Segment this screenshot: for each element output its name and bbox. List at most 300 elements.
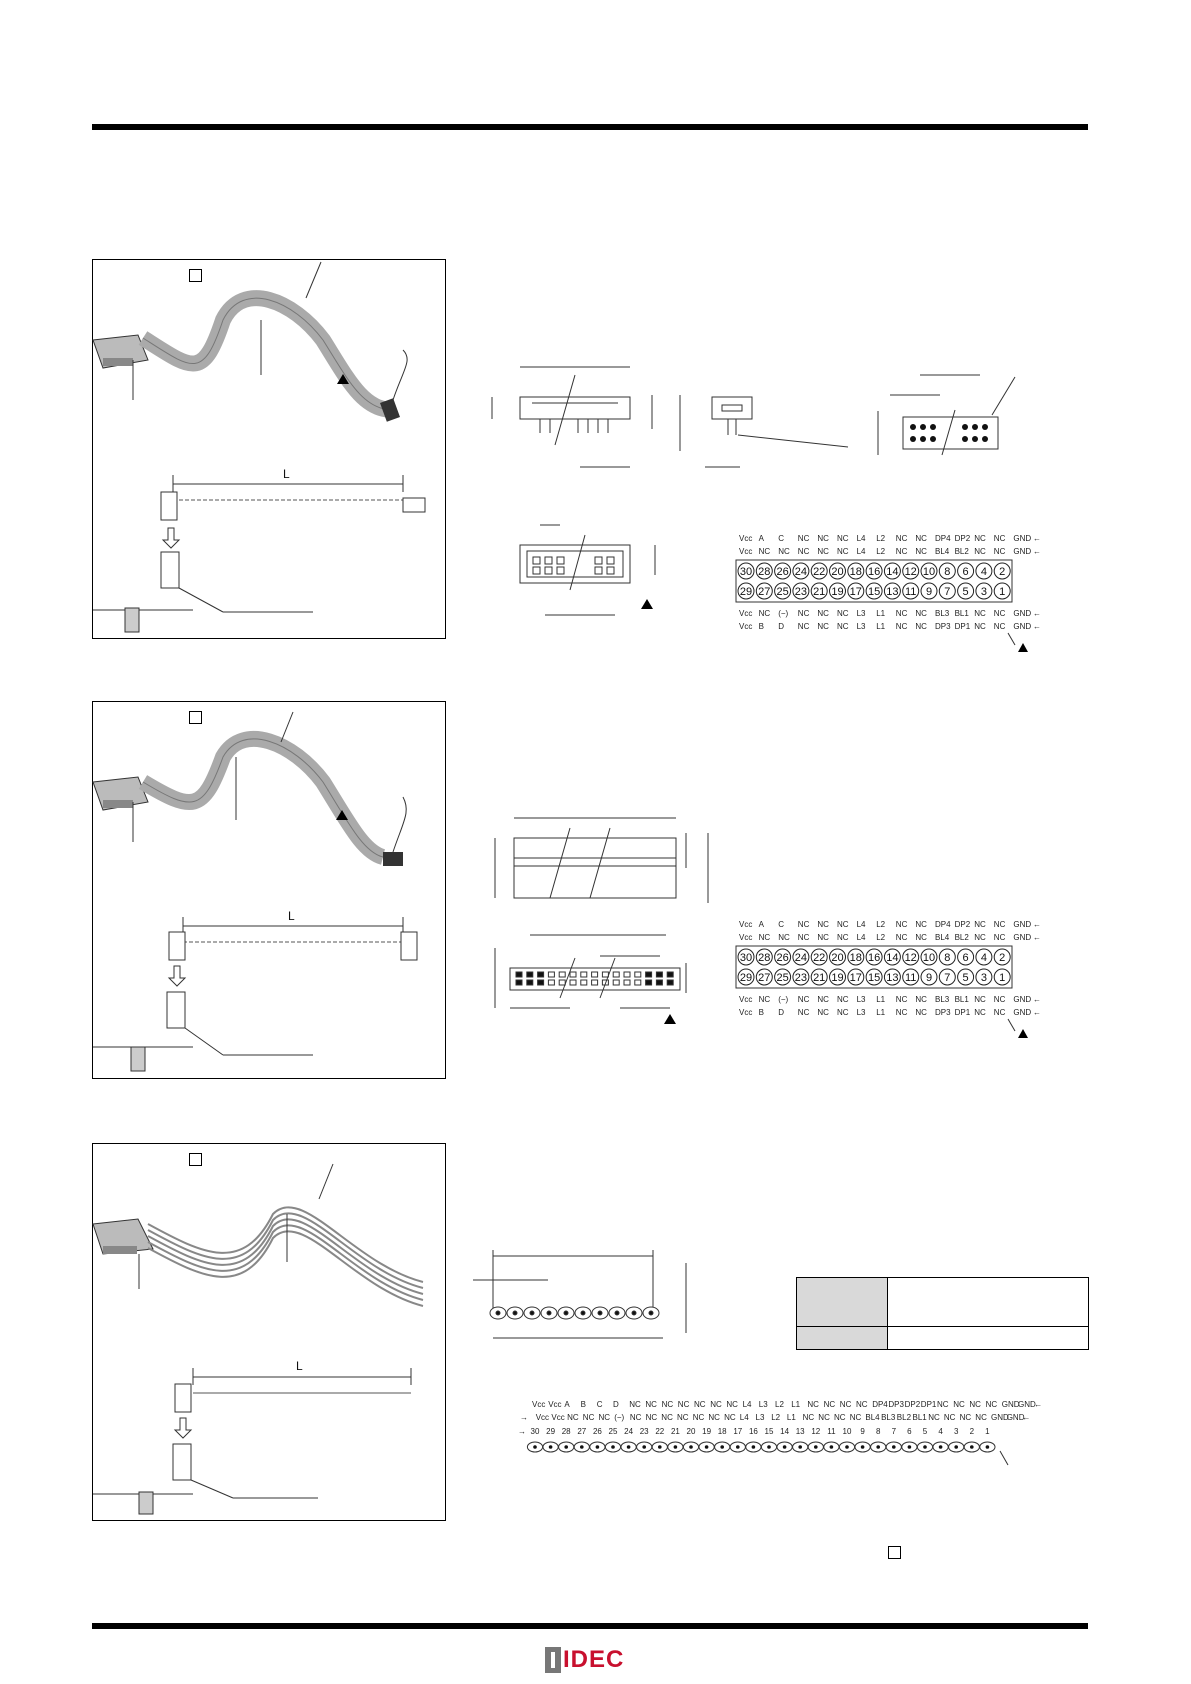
pin-signal-label: ← bbox=[1034, 1400, 1043, 1409]
pin-signal-label: NC bbox=[993, 609, 1006, 618]
flat-pin-number: 28 bbox=[561, 1427, 571, 1436]
pin-number: 14 bbox=[886, 952, 899, 964]
pin-signal-label: L3 bbox=[755, 1413, 765, 1422]
flat-pin-number: 24 bbox=[624, 1427, 634, 1436]
pin-signal-label: NC bbox=[694, 1400, 706, 1409]
pin-signal-label: ← bbox=[1033, 920, 1041, 929]
pin-signal-label: GND bbox=[1013, 622, 1032, 631]
flat-pin-number: 22 bbox=[655, 1427, 665, 1436]
pin-signal-label: GND bbox=[1006, 1413, 1025, 1422]
pin-signal-label: NC bbox=[817, 534, 829, 543]
pin-signal-label: NC bbox=[928, 1413, 940, 1422]
pin-number: 8 bbox=[944, 952, 951, 964]
pin-signal-label: NC bbox=[629, 1400, 641, 1409]
pin-number: 27 bbox=[758, 972, 771, 984]
pin-signal-label: NC bbox=[993, 933, 1006, 942]
pin-signal-label: NC bbox=[974, 1008, 986, 1017]
pin-number: 20 bbox=[831, 566, 844, 578]
pin-signal-label: NC bbox=[837, 622, 849, 631]
pin-signal-label: NC bbox=[974, 622, 986, 631]
pin-signal-label: NC bbox=[837, 534, 849, 543]
pin-signal-label: L2 bbox=[876, 920, 886, 929]
pin-signal-label: BL1 bbox=[912, 1413, 927, 1422]
pin-signal-label: C bbox=[596, 1400, 603, 1409]
pin-number: 23 bbox=[794, 972, 808, 984]
pin-number: 1 bbox=[999, 586, 1006, 598]
pin-signal-label: NC bbox=[817, 622, 829, 631]
flat-pin-number: 20 bbox=[686, 1427, 696, 1436]
pin-number: 15 bbox=[867, 586, 881, 598]
checkbox-square-2 bbox=[189, 711, 202, 724]
pin-signal-label: NC bbox=[974, 547, 986, 556]
pin-signal-label: NC bbox=[710, 1400, 722, 1409]
pin-number: 22 bbox=[813, 952, 826, 964]
pin-signal-label: NC bbox=[778, 547, 790, 556]
pin-number: 7 bbox=[944, 972, 951, 984]
pin-signal-label: D bbox=[778, 1008, 784, 1017]
flat-pin-number: 14 bbox=[780, 1427, 790, 1436]
flat-pin-number: 15 bbox=[764, 1427, 774, 1436]
pin-number: 15 bbox=[867, 972, 881, 984]
pin-signal-label: NC bbox=[807, 1400, 819, 1409]
pin-signal-label: ← bbox=[1033, 622, 1041, 631]
pin-signal-label: NC bbox=[661, 1400, 674, 1409]
flat-cable-dimension-drawing bbox=[468, 1248, 708, 1358]
pin-signal-label: DP3 bbox=[935, 1008, 951, 1017]
flat-pin-number: 11 bbox=[827, 1427, 836, 1436]
pin-number: 19 bbox=[831, 972, 844, 984]
pin-signal-label: NC bbox=[797, 1008, 810, 1017]
pin-number: 24 bbox=[794, 566, 808, 578]
connector-top-view-1 bbox=[515, 515, 675, 635]
cable-illustration-panel-1 bbox=[92, 259, 446, 639]
pin-signal-label: D bbox=[613, 1400, 619, 1409]
pin-number: 26 bbox=[776, 566, 789, 578]
pin-signal-label: L2 bbox=[876, 547, 886, 556]
pin-signal-label: NC bbox=[915, 920, 927, 929]
triangle-marker-icon bbox=[1018, 1029, 1028, 1038]
flat-pin-number: 3 bbox=[953, 1427, 959, 1436]
pin-signal-label: ← bbox=[1033, 1008, 1041, 1017]
length-label: L bbox=[288, 909, 295, 923]
connector-dimension-drawing-1 bbox=[480, 355, 1080, 475]
pin-signal-label: NC bbox=[974, 534, 986, 543]
cable-illustration-panel-3 bbox=[92, 1143, 446, 1521]
pin-signal-label: NC bbox=[974, 609, 986, 618]
pin-signal-label: GND bbox=[1018, 1400, 1036, 1409]
pin-number: 24 bbox=[794, 952, 808, 964]
pin-signal-label: NC bbox=[582, 1413, 595, 1422]
pin-signal-label: BL2 bbox=[954, 547, 969, 556]
pin-signal-label: B bbox=[580, 1400, 586, 1409]
pin-signal-label: GND bbox=[1013, 534, 1032, 543]
pin-signal-label: NC bbox=[837, 609, 849, 618]
pin-signal-label: NC bbox=[797, 622, 810, 631]
pin-signal-label: NC bbox=[598, 1413, 611, 1422]
pin-number: 9 bbox=[925, 972, 933, 984]
pin-signal-label: NC bbox=[915, 622, 927, 631]
pin-number: 18 bbox=[849, 952, 862, 964]
pin-signal-label: NC bbox=[661, 1413, 673, 1422]
pin-signal-label: NC bbox=[993, 920, 1006, 929]
pin-signal-label: GND bbox=[1013, 920, 1032, 929]
note-square bbox=[888, 1546, 901, 1559]
pin-signal-label: NC bbox=[817, 995, 829, 1004]
pin-signal-label: ← bbox=[1033, 995, 1041, 1004]
pin-signal-label: L3 bbox=[856, 609, 866, 618]
pin-signal-label: NC bbox=[975, 1413, 987, 1422]
pin-signal-label: ← bbox=[1033, 547, 1041, 556]
pin-signal-label: NC bbox=[677, 1413, 689, 1422]
pin-signal-label: DP3 bbox=[935, 622, 951, 631]
pin-signal-label: NC bbox=[834, 1413, 846, 1422]
flat-pin-number: 16 bbox=[748, 1427, 758, 1436]
checkbox-square-1 bbox=[189, 269, 202, 282]
flat-pin-number: 9 bbox=[860, 1427, 865, 1436]
pin-signal-label: BL2 bbox=[896, 1413, 912, 1422]
pin-signal-label: NC bbox=[837, 933, 849, 942]
bottom-rule bbox=[92, 1623, 1088, 1629]
idec-logo bbox=[545, 1647, 624, 1673]
pin-signal-label: NC bbox=[797, 547, 810, 556]
pin-signal-label: BL3 bbox=[935, 995, 950, 1004]
pin-signal-label: L4 bbox=[856, 933, 866, 942]
pin-signal-label: NC bbox=[778, 933, 790, 942]
flat-pin-number: 26 bbox=[592, 1427, 602, 1436]
flat-cable-pinout bbox=[518, 1395, 1043, 1485]
pin-signal-label: NC bbox=[797, 609, 810, 618]
pin-signal-label: NC bbox=[645, 1400, 657, 1409]
pin-signal-label: GND bbox=[1013, 609, 1032, 618]
triangle-marker-icon bbox=[664, 1014, 676, 1024]
pin-number: 25 bbox=[776, 972, 789, 984]
pin-signal-label: C bbox=[778, 920, 784, 929]
pin-number: 21 bbox=[813, 972, 826, 984]
pin-signal-label: A bbox=[564, 1400, 570, 1409]
pin-signal-label: A bbox=[758, 920, 764, 929]
triangle-marker-icon bbox=[641, 599, 653, 609]
pin-signal-label: NC bbox=[629, 1413, 642, 1422]
flat-pin-number: 18 bbox=[717, 1427, 727, 1436]
top-rule bbox=[92, 124, 1088, 130]
pin-signal-label: D bbox=[778, 622, 784, 631]
pin-number: 4 bbox=[980, 952, 987, 964]
pin-number: 5 bbox=[962, 586, 969, 598]
flat-pin-number: 21 bbox=[670, 1427, 680, 1436]
checkbox-square-3 bbox=[189, 1153, 202, 1166]
flat-cable-drawing-3 bbox=[93, 1144, 445, 1520]
length-label: L bbox=[283, 467, 290, 481]
pin-signal-label: NC bbox=[677, 1400, 690, 1409]
ribbon-cable-drawing-2 bbox=[93, 702, 445, 1078]
down-arrow-icon bbox=[163, 528, 179, 548]
pin-signal-label: GND bbox=[1001, 1400, 1020, 1409]
flat-pin-number: 7 bbox=[891, 1427, 897, 1436]
pin-number: 29 bbox=[739, 586, 753, 598]
pin-signal-label: NC bbox=[993, 622, 1006, 631]
pin-signal-label: DP4 bbox=[935, 920, 951, 929]
pin-signal-label: GND bbox=[1013, 547, 1032, 556]
pin-number: 3 bbox=[980, 586, 987, 598]
pin-signal-label: NC bbox=[817, 609, 829, 618]
pin-number: 22 bbox=[813, 566, 826, 578]
pin-signal-label: NC bbox=[823, 1400, 836, 1409]
flat-pin-number: 29 bbox=[546, 1427, 556, 1436]
pin-signal-label: NC bbox=[856, 1400, 868, 1409]
pin-number: 10 bbox=[922, 952, 936, 964]
pin-number: 27 bbox=[758, 586, 771, 598]
pin-number: 19 bbox=[831, 586, 844, 598]
pin-signal-label: BL3 bbox=[881, 1413, 896, 1422]
pin-signal-label: NC bbox=[726, 1400, 738, 1409]
pin-number: 6 bbox=[962, 566, 969, 578]
pin-signal-label: DP1 bbox=[920, 1400, 937, 1409]
flat-pin-number: 8 bbox=[875, 1427, 881, 1436]
pin-signal-label: L4 bbox=[739, 1413, 749, 1422]
pin-signal-label: L4 bbox=[856, 920, 866, 929]
pin-signal-label: NC bbox=[758, 933, 771, 942]
pin-signal-label: C bbox=[778, 534, 784, 543]
pin-signal-label: NC bbox=[974, 933, 986, 942]
pin-signal-label: Vcc bbox=[739, 920, 753, 929]
pin-signal-label: L2 bbox=[771, 1413, 781, 1422]
pin-signal-label: GND bbox=[1013, 995, 1032, 1004]
pin-signal-label: L3 bbox=[856, 622, 866, 631]
pin-number: 6 bbox=[962, 952, 969, 964]
pin-number: 13 bbox=[886, 972, 899, 984]
pin-signal-label: BL4 bbox=[935, 933, 950, 942]
pin-signal-label: L1 bbox=[876, 995, 886, 1004]
pin-signal-label: DP1 bbox=[954, 622, 971, 631]
pin-number: 26 bbox=[776, 952, 789, 964]
flat-pin-number: 25 bbox=[608, 1427, 618, 1436]
pin-signal-label: (−) bbox=[778, 609, 789, 618]
pin-signal-label: B bbox=[758, 1008, 764, 1017]
pin-signal-label: NC bbox=[849, 1413, 862, 1422]
flat-pin-number: 6 bbox=[907, 1427, 912, 1436]
pin-signal-label: L2 bbox=[876, 534, 886, 543]
flat-pin-number: 19 bbox=[702, 1427, 712, 1436]
pin-signal-label: NC bbox=[818, 1413, 830, 1422]
pin-signal-label: DP1 bbox=[954, 1008, 971, 1017]
pin-signal-label: NC bbox=[953, 1400, 965, 1409]
cable-illustration-panel-2 bbox=[92, 701, 446, 1079]
pin-signal-label: Vcc bbox=[739, 534, 753, 543]
pin-number: 9 bbox=[925, 586, 933, 598]
pin-signal-label: NC bbox=[797, 933, 810, 942]
pin-number: 17 bbox=[849, 586, 862, 598]
ribbon-cable-drawing-1 bbox=[93, 260, 445, 638]
connector-dimension-drawing-2 bbox=[490, 808, 720, 1028]
pin-signal-label: L4 bbox=[856, 534, 866, 543]
down-arrow-icon bbox=[169, 966, 185, 986]
pin-signal-label: GND bbox=[1013, 1008, 1032, 1017]
pin-signal-label: NC bbox=[758, 609, 771, 618]
pin-signal-label: L1 bbox=[791, 1400, 801, 1409]
pin-signal-label: NC bbox=[993, 547, 1006, 556]
pin-number: 12 bbox=[904, 566, 917, 578]
pin-number: 20 bbox=[831, 952, 844, 964]
pin-signal-label: NC bbox=[895, 622, 908, 631]
pin-signal-label: L3 bbox=[758, 1400, 768, 1409]
pin-number: 5 bbox=[962, 972, 969, 984]
length-label: L bbox=[296, 1359, 303, 1373]
flat-pin-number: 17 bbox=[733, 1427, 743, 1436]
pin-signal-label: DP2 bbox=[954, 920, 971, 929]
pin-number: 10 bbox=[922, 566, 936, 578]
pin-signal-label: NC bbox=[837, 1008, 849, 1017]
pin-signal-label: NC bbox=[974, 920, 986, 929]
pin-signal-label: Vcc bbox=[739, 1008, 753, 1017]
pin-number: 18 bbox=[849, 566, 862, 578]
pin-signal-label: NC bbox=[895, 1008, 908, 1017]
pin-number: 12 bbox=[904, 952, 917, 964]
pin-signal-label: DP2 bbox=[954, 534, 971, 543]
pin-number: 23 bbox=[794, 586, 808, 598]
pin-signal-label: NC bbox=[837, 995, 849, 1004]
pin-signal-label: Vcc bbox=[739, 547, 753, 556]
pin-signal-label: NC bbox=[797, 920, 810, 929]
pin-signal-label: DP4 bbox=[872, 1400, 888, 1409]
pin-signal-label: NC bbox=[993, 534, 1006, 543]
pin-signal-label: Vcc bbox=[548, 1400, 562, 1409]
pin-signal-label: NC bbox=[895, 920, 908, 929]
pin-signal-label: NC bbox=[895, 534, 908, 543]
flat-pin-number: 4 bbox=[938, 1427, 943, 1436]
pin-signal-label: NC bbox=[817, 933, 829, 942]
pin-number: 29 bbox=[739, 972, 753, 984]
pin-signal-label: NC bbox=[895, 609, 908, 618]
flat-pin-number: 23 bbox=[639, 1427, 649, 1436]
pin-signal-label: NC bbox=[837, 547, 849, 556]
pin-signal-label: NC bbox=[895, 547, 908, 556]
pin-number: 4 bbox=[980, 566, 987, 578]
pin-signal-label: BL2 bbox=[954, 933, 969, 942]
pin-signal-label: NC bbox=[943, 1413, 956, 1422]
pin-arrow: → bbox=[518, 1427, 526, 1436]
flat-pin-number: 1 bbox=[985, 1427, 990, 1436]
pinout-diagram-2 bbox=[733, 919, 1063, 1044]
pin-number: 7 bbox=[944, 586, 951, 598]
pin-number: 1 bbox=[999, 972, 1006, 984]
pin-signal-label: NC bbox=[724, 1413, 736, 1422]
flat-pin-number: 30 bbox=[530, 1427, 540, 1436]
pin-signal-label: NC bbox=[758, 995, 771, 1004]
flat-pin-number: 12 bbox=[811, 1427, 821, 1436]
pin-number: 28 bbox=[758, 566, 771, 578]
pin-signal-label: NC bbox=[817, 920, 829, 929]
pin-number: 16 bbox=[867, 952, 881, 964]
pin-signal-label: BL3 bbox=[935, 609, 950, 618]
pin-signal-label: ← bbox=[1033, 609, 1041, 618]
pin-number: 11 bbox=[904, 586, 917, 598]
pin-number: 21 bbox=[813, 586, 826, 598]
pin-number: 11 bbox=[904, 972, 917, 984]
pin-signal-label: L2 bbox=[775, 1400, 784, 1409]
pin-signal-label: NC bbox=[915, 933, 927, 942]
pin-signal-label: NC bbox=[895, 933, 908, 942]
pin-signal-label: (−) bbox=[614, 1413, 625, 1422]
pin-signal-label: NC bbox=[915, 995, 927, 1004]
pin-signal-label: DP4 bbox=[935, 534, 951, 543]
pin-signal-label: L3 bbox=[856, 1008, 866, 1017]
pin-signal-label: L1 bbox=[786, 1413, 796, 1422]
pin-number: 2 bbox=[999, 566, 1006, 578]
pin-signal-label: ← bbox=[1033, 534, 1041, 543]
pin-signal-label: (−) bbox=[778, 995, 789, 1004]
pinout-diagram-1 bbox=[733, 533, 1063, 658]
pin-number: 17 bbox=[849, 972, 862, 984]
pin-signal-label: NC bbox=[915, 609, 927, 618]
pin-number: 2 bbox=[999, 952, 1006, 964]
pin-number: 30 bbox=[739, 566, 753, 578]
pin-signal-label: ← bbox=[1033, 933, 1041, 942]
pin-signal-label: Vcc bbox=[532, 1400, 546, 1409]
pin-signal-label: NC bbox=[985, 1400, 998, 1409]
pin-number: 25 bbox=[776, 586, 789, 598]
pin-number: 8 bbox=[944, 566, 951, 578]
pin-signal-label: A bbox=[758, 534, 764, 543]
pin-signal-label: NC bbox=[993, 1008, 1006, 1017]
pin-signal-label: NC bbox=[915, 1008, 927, 1017]
pin-signal-label: L1 bbox=[876, 622, 886, 631]
pin-signal-label: B bbox=[758, 622, 764, 631]
flat-pin-number: 2 bbox=[969, 1427, 975, 1436]
pin-number: 13 bbox=[886, 586, 899, 598]
pin-number: 14 bbox=[886, 566, 899, 578]
spec-table bbox=[796, 1277, 1089, 1350]
pin-signal-label: L1 bbox=[876, 609, 886, 618]
pin-signal-label: NC bbox=[817, 1008, 829, 1017]
flat-pin-number: 13 bbox=[795, 1427, 805, 1436]
pin-signal-label: NC bbox=[837, 920, 849, 929]
pin-signal-label: NC bbox=[915, 534, 927, 543]
pin-signal-label: NC bbox=[817, 547, 829, 556]
pin-signal-label: L3 bbox=[856, 995, 866, 1004]
pin-signal-label: NC bbox=[974, 995, 986, 1004]
pin-signal-label: NC bbox=[959, 1413, 972, 1422]
pin-signal-label: NC bbox=[567, 1413, 579, 1422]
flat-pin-number: 10 bbox=[842, 1427, 852, 1436]
pin-signal-label: BL4 bbox=[935, 547, 950, 556]
flat-pin-number: 27 bbox=[577, 1427, 587, 1436]
pin-signal-label: NC bbox=[969, 1400, 981, 1409]
triangle-marker-icon bbox=[1018, 643, 1028, 652]
pin-signal-label: → bbox=[520, 1413, 528, 1422]
pin-signal-label: L2 bbox=[876, 933, 886, 942]
pin-signal-label: GND bbox=[1013, 933, 1032, 942]
pin-signal-label: NC bbox=[915, 547, 927, 556]
pin-signal-label: Vcc bbox=[535, 1413, 550, 1422]
pin-signal-label: NC bbox=[993, 995, 1006, 1004]
flat-pin-number: 5 bbox=[922, 1427, 928, 1436]
pin-signal-label: L4 bbox=[856, 547, 866, 556]
pin-signal-label: NC bbox=[895, 995, 908, 1004]
pin-signal-label: Vcc bbox=[739, 609, 753, 618]
pin-signal-label: NC bbox=[797, 534, 810, 543]
pin-signal-label: BL4 bbox=[865, 1413, 880, 1422]
pin-signal-label: DP3 bbox=[888, 1400, 904, 1409]
pin-signal-label: GND bbox=[991, 1413, 1009, 1422]
pin-signal-label: Vcc bbox=[739, 933, 753, 942]
pin-number: 3 bbox=[980, 972, 987, 984]
pin-signal-label: L1 bbox=[876, 1008, 886, 1017]
pin-signal-label: BL1 bbox=[954, 609, 969, 618]
pin-signal-label: DP2 bbox=[904, 1400, 921, 1409]
pin-signal-label: NC bbox=[758, 547, 771, 556]
pin-signal-label: NC bbox=[692, 1413, 705, 1422]
pin-signal-label: Vcc bbox=[739, 622, 753, 631]
